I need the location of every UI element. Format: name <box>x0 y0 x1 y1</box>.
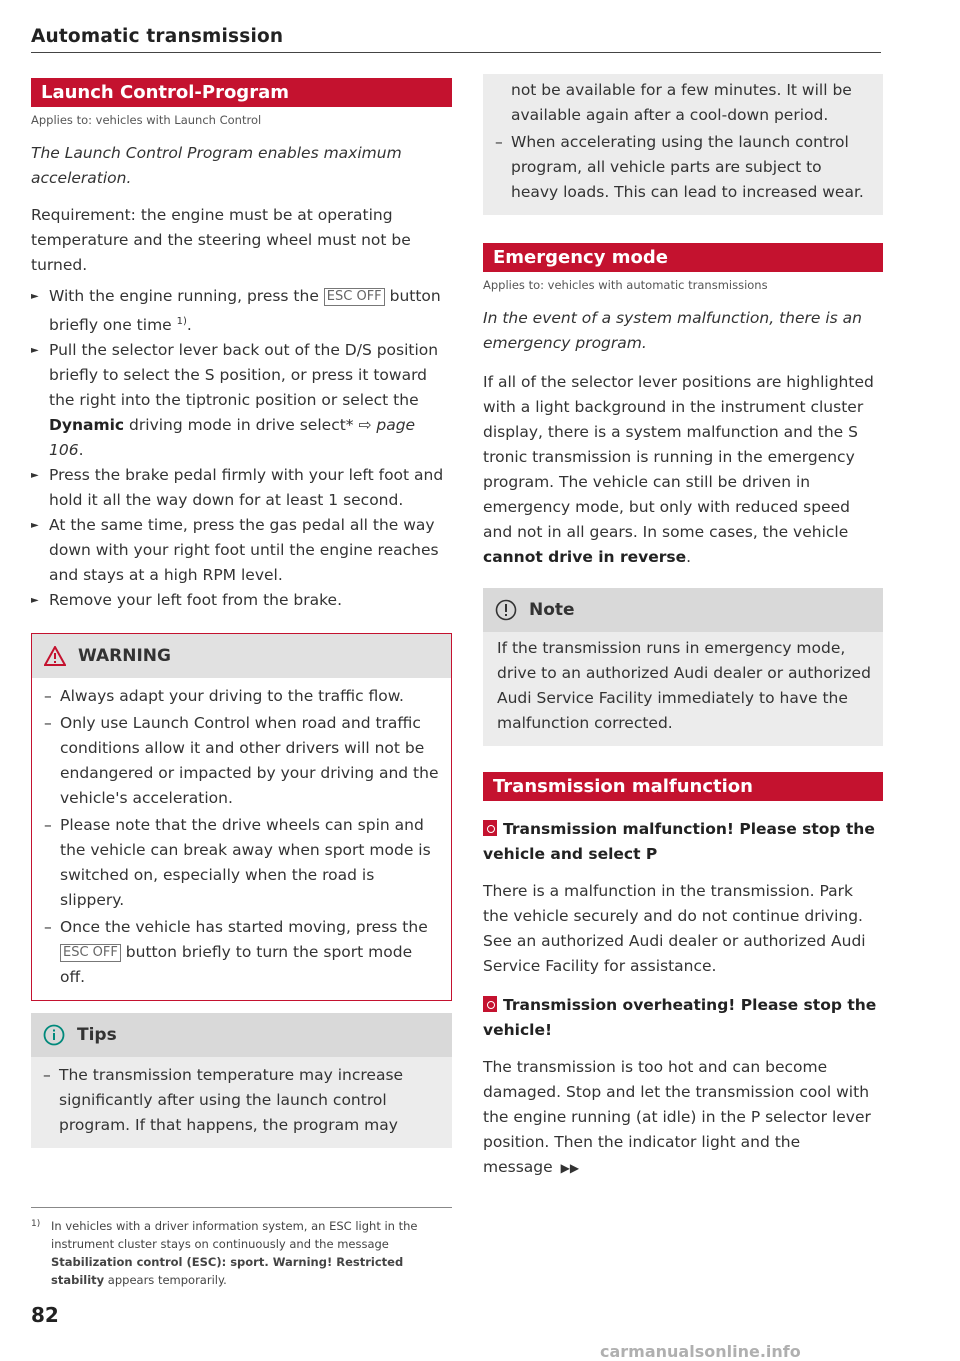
launch-step-4: ► At the same time, press the gas pedal all the way down with your right foot until the engine reaches and stays at a high RPM level. <box>31 513 452 588</box>
tips-box <box>31 1013 452 1148</box>
launch-step-2: ► Pull the selector lever back out of the D/S position briefly to select the S position, or press it toward the right into the tiptronic position or select the Dynamic driving mode in drive select* ⇨ page 106. <box>31 338 452 463</box>
section-heading-launch-control: Launch Control-Program <box>31 78 452 107</box>
launch-requirement: Requirement: the engine must be at operating temperature and the steering wheel must not be turned. <box>31 206 411 274</box>
launch-intro: The Launch Control Program enables maximum acceleration. <box>31 144 402 187</box>
page-reference-link[interactable]: ⇨ page 106 <box>49 416 416 460</box>
warning-triangle-icon <box>44 645 66 667</box>
launch-step-3: ► Press the brake pedal firmly with your left foot and hold it all the way down for at least 1 second. <box>31 463 452 513</box>
malfunction-text: There is a malfunction in the transmission. Park the vehicle securely and do not continue driving. See an authorized Audi dealer or authorized Audi Service Facility for assistance. <box>483 882 866 975</box>
launch-step-5: ► Remove your left foot from the brake. <box>31 588 452 613</box>
warning-item-last: – Once the vehicle has started moving, press the ESC OFF button briefly to turn the sport mode off. <box>44 915 439 990</box>
header-divider <box>31 52 881 53</box>
note-box <box>483 588 883 746</box>
launch-steps <box>31 284 452 613</box>
esc-off-key: ESC OFF <box>324 288 385 306</box>
tips-header <box>31 1013 452 1057</box>
watermark: carmanualsonline.info <box>600 1342 801 1361</box>
warning-item: – Please note that the drive wheels can spin and the vehicle can break away when sport mode is switched on, especially when the road is slippery. <box>44 813 439 913</box>
info-icon <box>43 1024 65 1046</box>
note-exclamation-icon <box>495 599 517 621</box>
applies-to-launch: Applies to: vehicles with Launch Control <box>31 113 262 127</box>
section-heading-malfunction: Transmission malfunction <box>483 772 883 801</box>
warning-header <box>32 634 451 678</box>
note-header <box>483 588 883 632</box>
tips-title: Tips <box>77 1025 117 1046</box>
footnote-divider <box>31 1207 452 1208</box>
warning-item: – Only use Launch Control when road and traffic conditions allow it and other drivers will not be endangered or impacted by your driving and the vehicle's acceleration. <box>44 711 439 811</box>
overheating-text: The transmission is too hot and can become damaged. Stop and let the transmission cool with the engine running (at idle) in the P selector lever position. Then the indicator light and the message ▶▶ <box>483 1058 871 1176</box>
note-title: Note <box>529 600 575 620</box>
page-header-title: Automatic transmission <box>31 26 284 47</box>
transmission-warning-icon <box>483 820 497 836</box>
transmission-warning-icon <box>483 996 497 1012</box>
tips-continued-text: not be available for a few minutes. It will be available again after a cool-down period. <box>511 81 852 124</box>
left-column <box>31 78 452 1148</box>
continued-arrow-icon: ▶▶ <box>560 1161 580 1175</box>
warning-title: WARNING <box>78 646 171 667</box>
tips-item: – The transmission temperature may increase significantly after using the launch control program. If that happens, the program may <box>43 1063 440 1138</box>
message-malfunction: Transmission malfunction! Please stop the vehicle and select P <box>483 820 875 863</box>
applies-to-emergency: Applies to: vehicles with automatic transmissions <box>483 278 768 292</box>
footnote: 1) In vehicles with a driver information system, an ESC light in the instrument cluster stays on continuously and the message Stabilization control (ESC): sport. Warning! Restricted stability appears temporarily. <box>31 1219 418 1287</box>
page-number: 82 <box>31 1303 59 1327</box>
emergency-body: If all of the selector lever positions are highlighted with a light background in the instrument cluster display, there is a system malfunction and the S tronic transmission is running in the emergency program. The vehicle can still be driven in emergency mode, but only with reduced speed and not in all gears. In some cases, the vehicle cannot drive in reverse. <box>483 373 874 566</box>
tips-item: – When accelerating using the launch control program, all vehicle parts are subject to heavy loads. This can lead to increased wear. <box>495 130 871 205</box>
launch-step-1: ► With the engine running, press the ESC OFF button briefly one time $^{1)}$. <box>31 284 452 338</box>
message-overheating: Transmission overheating! Please stop the vehicle! <box>483 996 877 1039</box>
right-column <box>483 74 883 1181</box>
emergency-intro: In the event of a system malfunction, there is an emergency program. <box>483 309 862 352</box>
section-heading-emergency: Emergency mode <box>483 243 883 272</box>
note-text: If the transmission runs in emergency mode, drive to an authorized Audi dealer or authorized Audi Service Facility immediately to have the malfunction corrected. <box>497 639 871 732</box>
warning-item: – Always adapt your driving to the traffic flow. <box>44 684 439 709</box>
tips-box-continued <box>483 74 883 215</box>
esc-off-key: ESC OFF <box>60 944 121 962</box>
warning-box <box>31 633 452 1001</box>
